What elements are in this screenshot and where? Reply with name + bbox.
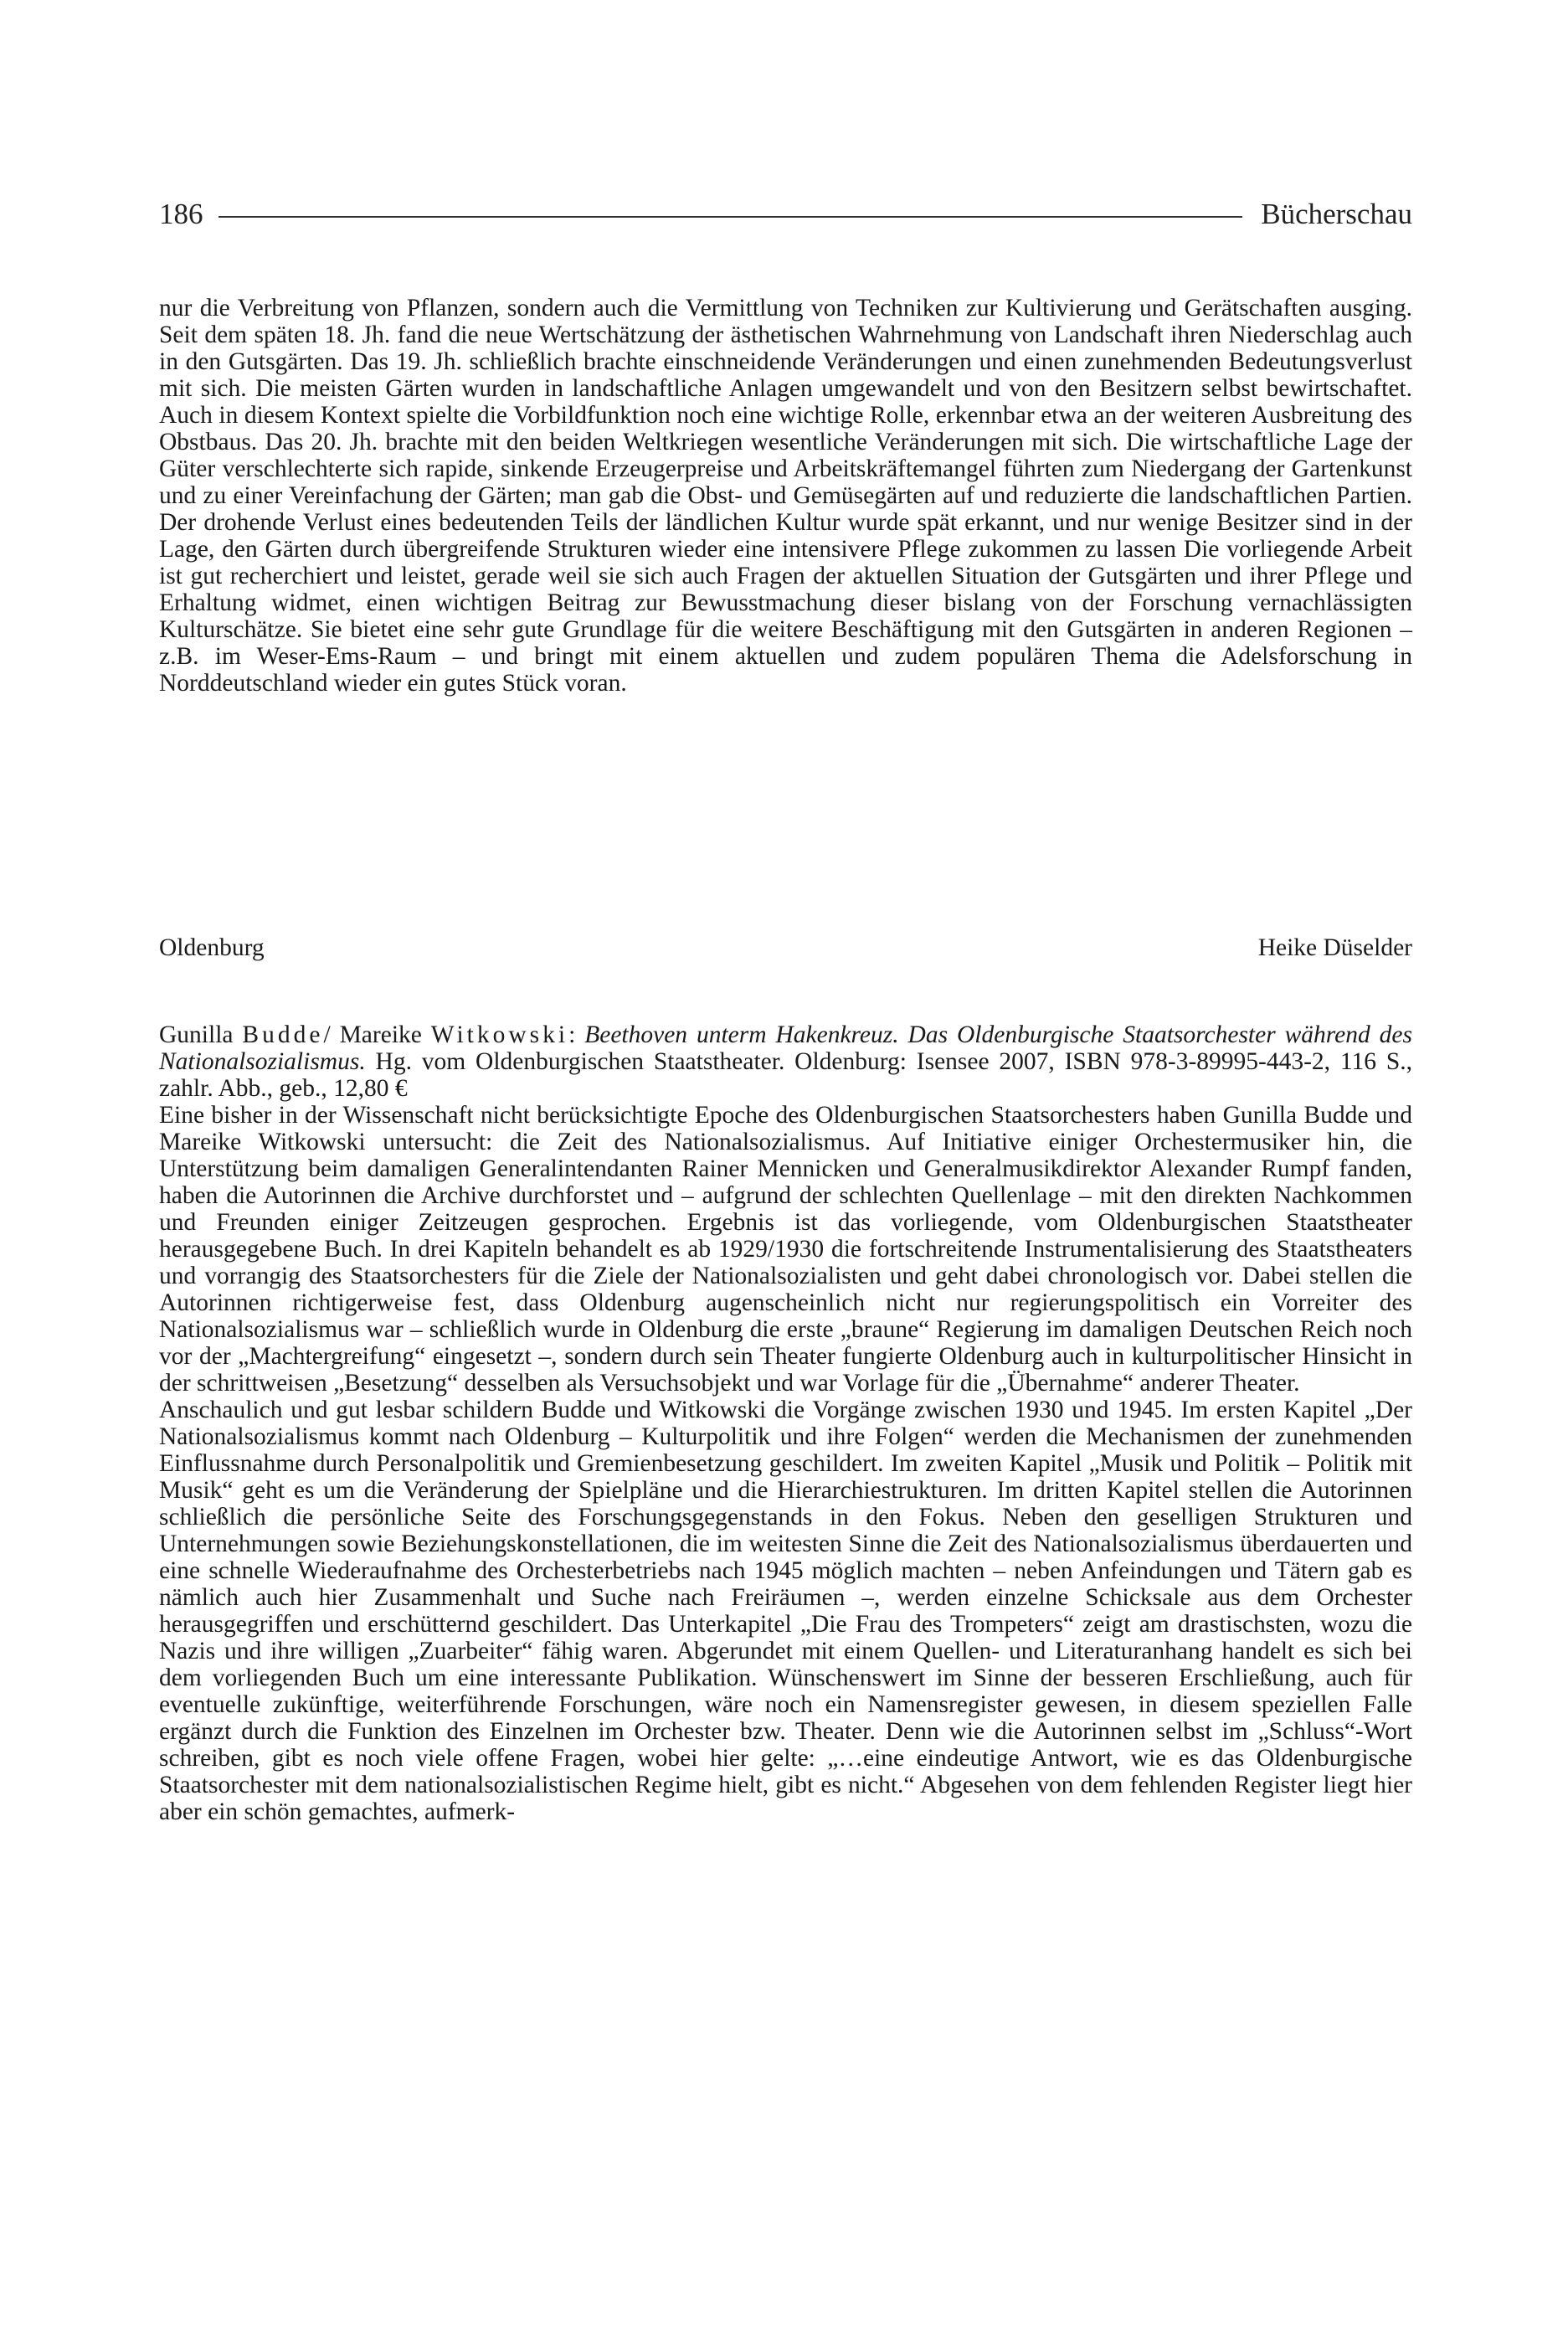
book-title: Beethoven unterm Hakenkreuz. Das Oldenburgische Staatsorchester während des Nationalsozialismus. — [159, 1021, 1413, 1075]
author-separator: / — [323, 1021, 331, 1048]
section-title: Bücherschau — [1261, 198, 1412, 230]
book-review — [159, 1021, 1412, 1825]
author2-last: Witkowski — [430, 1021, 569, 1048]
review-continuation — [159, 295, 1412, 697]
author1-last: Budde — [242, 1021, 324, 1048]
review-signature — [159, 934, 1412, 961]
author2-first: Mareike — [339, 1021, 422, 1048]
signature-reviewer: Heike Düselder — [1257, 934, 1412, 961]
citation-colon: : — [568, 1021, 576, 1048]
book-citation — [159, 1021, 1412, 1102]
running-header — [159, 189, 1412, 239]
signature-place: Oldenburg — [159, 934, 265, 961]
review-paragraph: nur die Verbreitung von Pflanzen, sondern auch die Vermittlung von Techniken zur Kultivierung und Gerätschaften ausging. Seit dem späten 18. Jh. fand die neue Wertschätzung der ästhetischen Wahrnehmung von Landschaft ihren Niederschlag auch in den Gutsgärten. Das 19. Jh. schließlich brachte einschneidende Veränderungen und einen zunehmenden Bedeutungsverlust mit sich. Die meisten Gärten wurden in landschaftliche Anlagen umgewandelt und von den Besitzern selbst bewirtschaftet. Auch in diesem Kontext spielte die Vorbildfunktion noch eine wichtige Rolle, erkennbar etwa an der weiteren Ausbreitung des Obstbaus. Das 20. Jh. brachte mit den beiden Weltkriegen wesentliche Veränderungen mit sich. Die wirtschaftliche Lage der Güter verschlechterte sich rapide, sinkende Erzeugerpreise und Arbeitskräftemangel führten zum Niedergang der Gartenkunst und zu einer Vereinfachung der Gärten; man gab die Obst- und Gemüsegärten auf und reduzierte die landschaftlichen Partien. Der drohende Verlust eines bedeutenden Teils der ländlichen Kultur wurde spät erkannt, und nur wenige Besitzer sind in der Lage, den Gärten durch übergreifende Strukturen wieder eine intensivere Pflege zukommen zu lassen Die vorliegende Arbeit ist gut recherchiert und leistet, gerade weil sie sich auch Fragen der aktuellen Situation der Gutsgärten und ihrer Pflege und Erhaltung widmet, einen wichtigen Beitrag zur Bewusstmachung dieser bislang von der Forschung vernachlässigten Kulturschätze. Sie bietet eine sehr gute Grundlage für die weitere Beschäftigung mit den Gutsgärten in anderen Regionen – z.B. im Weser-Ems-Raum – und bringt mit einem aktuellen und zudem populären Thema die Adelsforschung in Norddeutschland wieder ein gutes Stück voran. — [159, 295, 1412, 697]
page-number: 186 — [159, 198, 203, 230]
review-paragraph-2: Anschaulich und gut lesbar schildern Budde und Witkowski die Vorgänge zwischen 1930 und 1945. Im ersten Kapitel „Der Nationalsozialismus kommt nach Oldenburg – Kulturpolitik und ihre Folgen“ werden die Mechanismen der zunehmenden Einflussnahme durch Personalpolitik und Gremienbesetzung geschildert. Im zweiten Kapitel „Musik und Politik – Politik mit Musik“ geht es um die Veränderung der Spielpläne und die Hierarchiestrukturen. Im dritten Kapitel stellen die Autorinnen schließlich die persönliche Seite des Forschungsgegenstands in den Fokus. Neben den geselligen Strukturen und Unternehmungen sowie Beziehungskonstellationen, die im weitesten Sinne die Zeit des Nationalsozialismus überdauerten und eine schnelle Wiederaufnahme des Orchesterbetriebs nach 1945 möglich machten – neben Anfeindungen und Tätern gab es nämlich auch hier Zusammenhalt und Suche nach Freiräumen –, werden einzelne Schicksale aus dem Orchester herausgegriffen und erschütternd geschildert. Das Unterkapitel „Die Frau des Trompeters“ zeigt am drastischsten, wozu die Nazis und ihre willigen „Zuarbeiter“ fähig waren. Abgerundet mit einem Quellen- und Literaturanhang handelt es sich bei dem vorliegenden Buch um eine interessante Publikation. Wünschenswert im Sinne der besseren Erschließung, auch für eventuelle zukünftige, weiterführende Forschungen, wäre noch ein Namensregister gewesen, in diesem speziellen Falle ergänzt durch die Funktion des Einzelnen im Orchester bzw. Theater. Denn wie die Autorinnen selbst im „Schluss“-Wort schreiben, gibt es noch viele offene Fragen, wobei hier gelte: „…eine eindeutige Antwort, wie es das Oldenburgische Staatsorchester mit dem nationalsozialistischen Regime hielt, gibt es nicht.“ Abgesehen von dem fehlenden Register liegt hier aber ein schön gemachtes, aufmerk- — [159, 1397, 1412, 1825]
review-paragraph-1: Eine bisher in der Wissenschaft nicht berücksichtigte Epoche des Oldenburgischen Staatsorchesters haben Gunilla Budde und Mareike Witkowski untersucht: die Zeit des Nationalsozialismus. Auf Initiative einiger Orchestermusiker hin, die Unterstützung beim damaligen Generalintendanten Rainer Mennicken und Generalmusikdirektor Alexander Rumpf fanden, haben die Autorinnen die Archive durchforstet und – aufgrund der schlechten Quellenlage – mit den direkten Nachkommen und Freunden einiger Zeitzeugen gesprochen. Ergebnis ist das vorliegende, vom Oldenburgischen Staatstheater herausgegebene Buch. In drei Kapiteln behandelt es ab 1929/1930 die fortschreitende Instrumentalisierung des Staatstheaters und vorrangig des Staatsorchesters für die Ziele der Nationalsozialisten und geht dabei chronologisch vor. Dabei stellen die Autorinnen richtigerweise fest, dass Oldenburg augenscheinlich nicht nur regierungspolitisch ein Vorreiter des Nationalsozialismus war – schließlich wurde in Oldenburg die erste „braune“ Regierung im damaligen Deutschen Reich noch vor der „Machtergreifung“ eingesetzt –, sondern durch sein Theater fungierte Oldenburg auch in kulturpolitischer Hinsicht in der schrittweisen „Besetzung“ desselben als Versuchsobjekt und war Vorlage für die „Übernahme“ anderer Theater. — [159, 1102, 1412, 1397]
header-rule — [218, 216, 1243, 218]
book-details: Hg. vom Oldenburgischen Staatstheater. Oldenburg: Isensee 2007, ISBN 978-3-89995-443-2, 116 S., zahlr. Abb., geb., 12,80 € — [159, 1048, 1413, 1102]
author1-first: Gunilla — [159, 1021, 234, 1048]
